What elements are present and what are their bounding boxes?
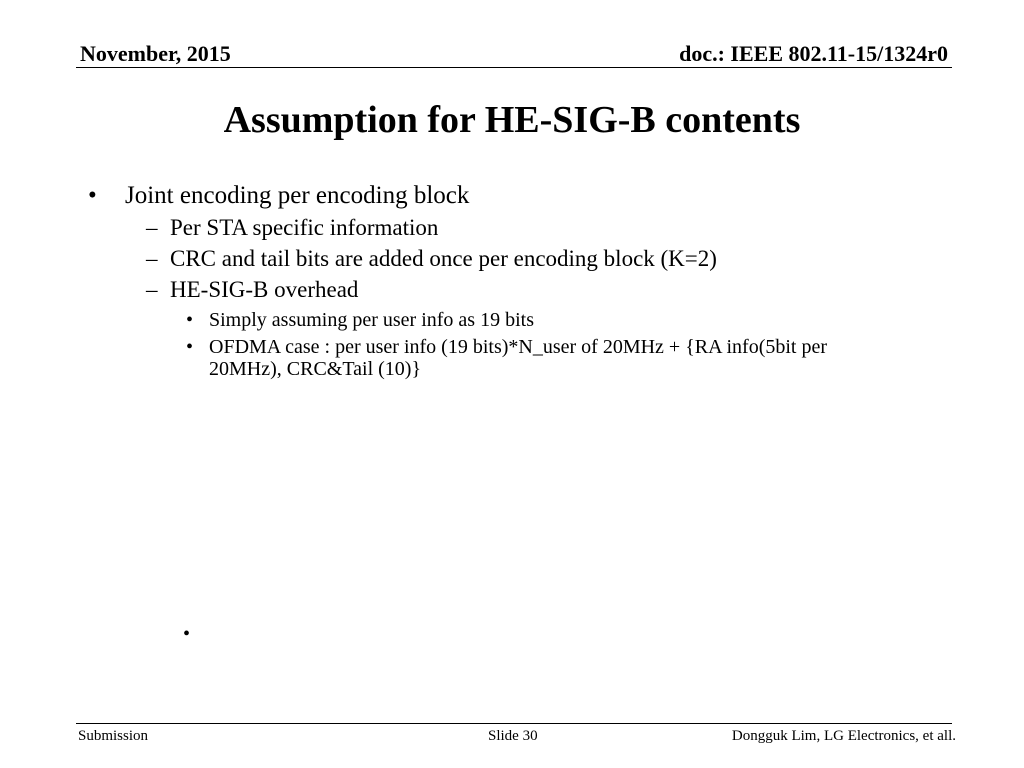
bullet-per-sta: Per STA specific information: [170, 215, 439, 240]
bullet-crc-tail: CRC and tail bits are added once per encoding block (K=2): [170, 246, 717, 271]
bullet-marker: •: [186, 336, 194, 358]
slide-title: Assumption for HE-SIG-B contents: [223, 99, 801, 141]
footer-submission: Submission: [78, 728, 149, 744]
bullet-simply-assuming: Simply assuming per user info as 19 bits: [209, 309, 534, 331]
bullet-marker: •: [88, 182, 97, 209]
dash-marker: –: [146, 277, 158, 302]
header-doc-id: doc.: IEEE 802.11-15/1324r0: [679, 41, 948, 66]
footer-author: Dongguk Lim, LG Electronics, et all.: [731, 728, 956, 744]
bullet-joint-encoding: Joint encoding per encoding block: [125, 182, 470, 209]
bullet-marker: •: [186, 309, 194, 331]
bullet-ofdma-line1: OFDMA case : per user info (19 bits)*N_user of 20MHz + {RA info(5bit per: [209, 336, 828, 358]
header-date: November, 2015: [80, 41, 231, 66]
empty-bullet-marker: •: [183, 623, 191, 645]
bullet-ofdma-line2: 20MHz), CRC&Tail (10)}: [209, 358, 422, 380]
dash-marker: –: [146, 215, 158, 240]
footer-divider: [76, 723, 952, 724]
dash-marker: –: [146, 246, 158, 271]
bullet-overhead: HE-SIG-B overhead: [170, 277, 359, 302]
footer-slide-number: Slide 30: [488, 728, 538, 744]
